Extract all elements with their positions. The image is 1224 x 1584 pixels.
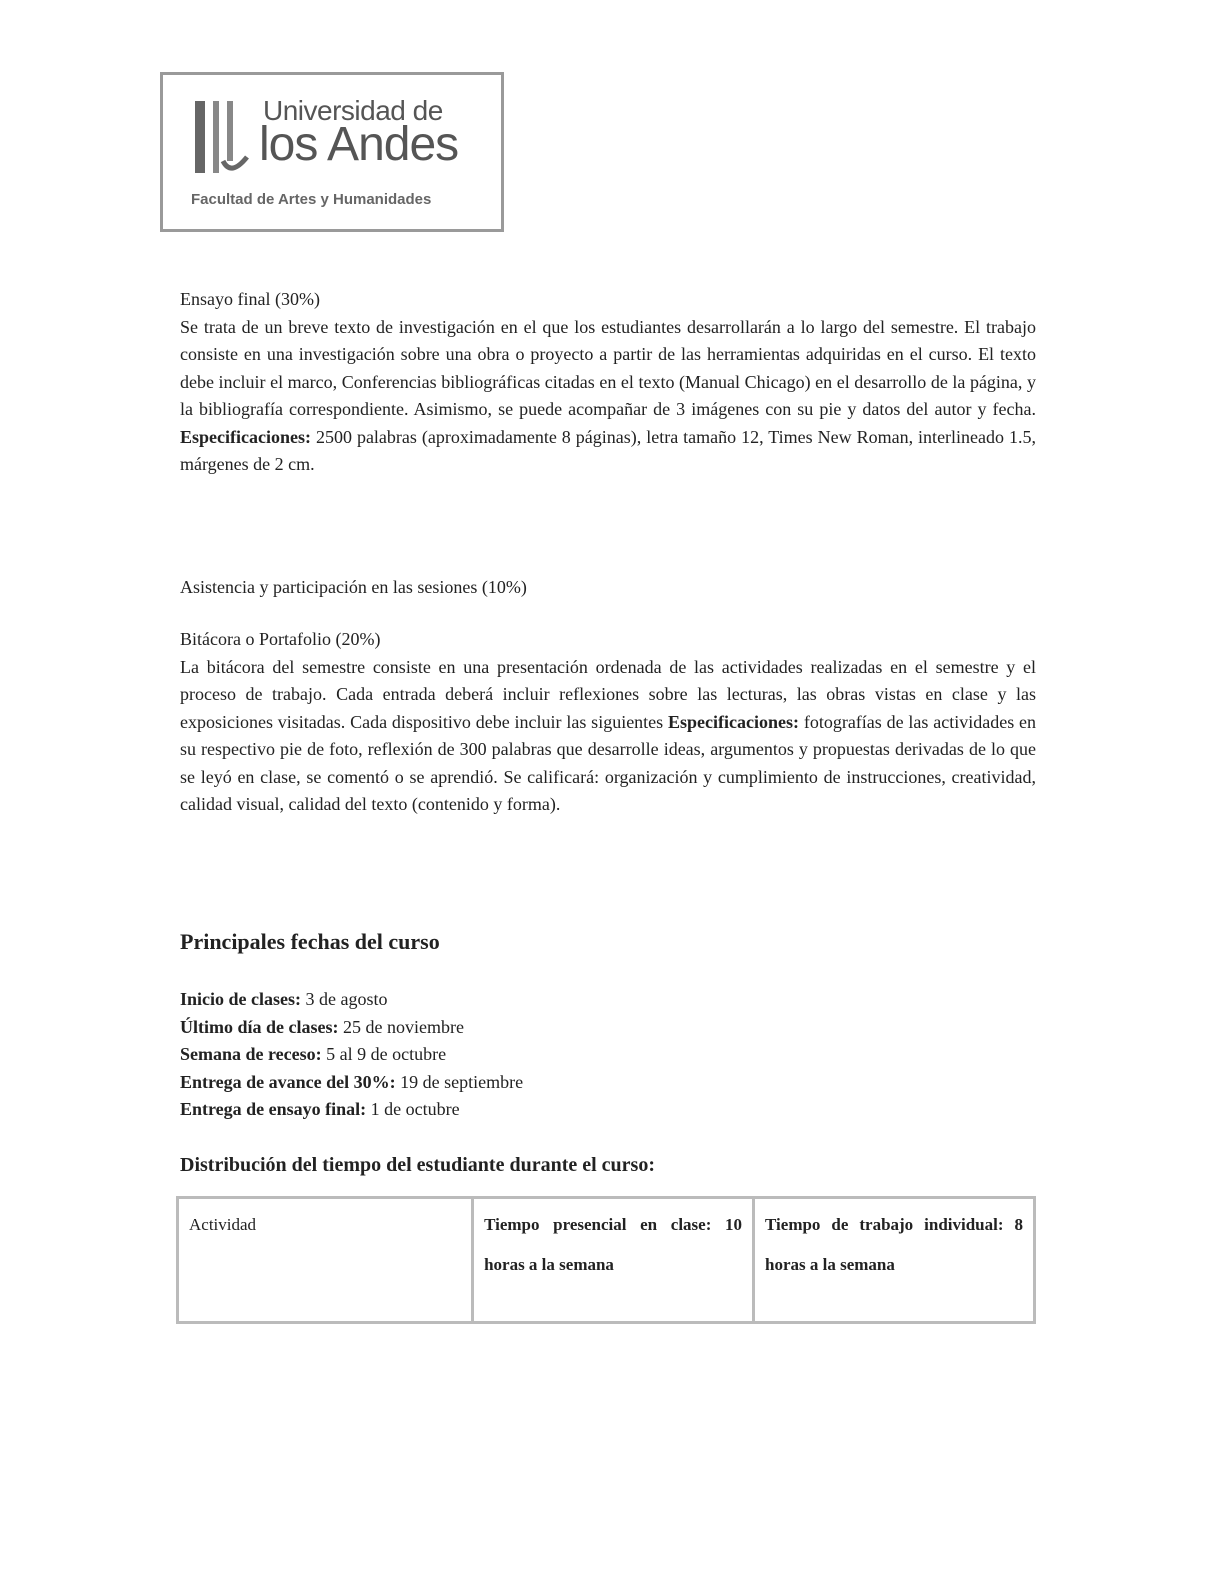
date-label: Inicio de clases:: [180, 989, 301, 1009]
portfolio-spec-text: fotografías de las actividades en su respectivo pie de foto, reflexión de 300 palabras que desarrolle ideas, argumentos y propuestas derivadas de lo que se leyó en clase, se comentó o se aprendió. Se calificará: organización y cumplimiento de instrucciones, creatividad, calidad visual, calidad del texto (contenido y forma).: [180, 711, 1037, 814]
dates-heading: Principales fechas del curso: [180, 929, 440, 954]
date-label: Semana de receso:: [180, 1044, 322, 1064]
time-distribution-table: [176, 1196, 1036, 1324]
date-item: [180, 1041, 1036, 1069]
dates-list: [180, 986, 1036, 1124]
table-cell-activity: Actividad: [178, 1198, 473, 1323]
date-item: [180, 1014, 1036, 1042]
date-value: 5 al 9 de octubre: [326, 1044, 447, 1064]
attendance-section: [180, 574, 1036, 602]
final-essay-text: Se trata de un breve texto de investigación en el que los estudiantes desarrollarán a lo largo del semestre. El trabajo consiste en una investigación sobre una obra o proyecto a partir de las herramientas adquiridas en el curso. El texto debe incluir el marco, Conferencias bibliográficas citadas en el texto (Manual Chicago) en el desarrollo de la página, y la bibliografía correspondiente. Asimismo, se puede acompañar de 3 imágenes con su pie y datos del autor y fecha.: [180, 316, 1036, 419]
distribution-heading: Distribución del tiempo del estudiante durante el curso:: [180, 1154, 655, 1176]
portfolio-body: [180, 654, 1036, 819]
logo-line1: Universidad de: [263, 95, 443, 126]
portfolio-heading: Bitácora o Portafolio (20%): [180, 629, 381, 649]
date-item: [180, 986, 1036, 1014]
dates-section: [180, 928, 1036, 956]
date-value: 3 de agosto: [305, 989, 388, 1009]
table-cell-individual-time: Tiempo de trabajo individual: 8 horas a la semana: [754, 1198, 1035, 1323]
date-value: 25 de noviembre: [342, 1016, 464, 1037]
date-value: 1 de octubre: [370, 1099, 460, 1119]
final-essay-spec-text: 2500 palabras (aproximadamente 8 páginas), letra tamaño 12, Times New Roman, interlineado 1.5, márgenes de 2 cm.: [180, 426, 1037, 474]
date-value: 19 de septiembre: [400, 1071, 524, 1092]
table-cell-class-time: Tiempo presencial en clase: 10 horas a la semana: [473, 1198, 754, 1323]
portfolio-text: La bitácora del semestre consiste en una presentación ordenada de las actividades realizadas en el semestre y el proceso de trabajo. Cada entrada deberá incluir reflexiones sobre las lecturas, las obras vistas en clase y las exposiciones visitadas. Cada dispositivo debe incluir las siguientes: [180, 656, 1036, 732]
final-essay-section: [180, 286, 1036, 479]
logo-line3: Facultad de Artes y Humanidades: [191, 191, 432, 208]
portfolio-section: [180, 626, 1036, 819]
logo-line2: los Andes: [259, 118, 459, 171]
final-essay-body: [180, 314, 1036, 479]
portfolio-spec-label: Especificaciones:: [668, 711, 799, 732]
university-crest-icon: [191, 97, 251, 177]
date-label: Entrega de ensayo final:: [180, 1099, 367, 1119]
final-essay-spec-label: Especificaciones:: [180, 426, 311, 447]
date-label: Último día de clases:: [180, 1016, 339, 1037]
date-item: [180, 1069, 1036, 1097]
date-label: Entrega de avance del 30%:: [180, 1071, 396, 1092]
table-row: [178, 1198, 1035, 1323]
university-logo: [160, 72, 504, 232]
date-item: [180, 1096, 1036, 1124]
final-essay-heading: Ensayo final (30%): [180, 289, 320, 309]
attendance-heading: Asistencia y participación en las sesiones (10%): [180, 577, 527, 597]
